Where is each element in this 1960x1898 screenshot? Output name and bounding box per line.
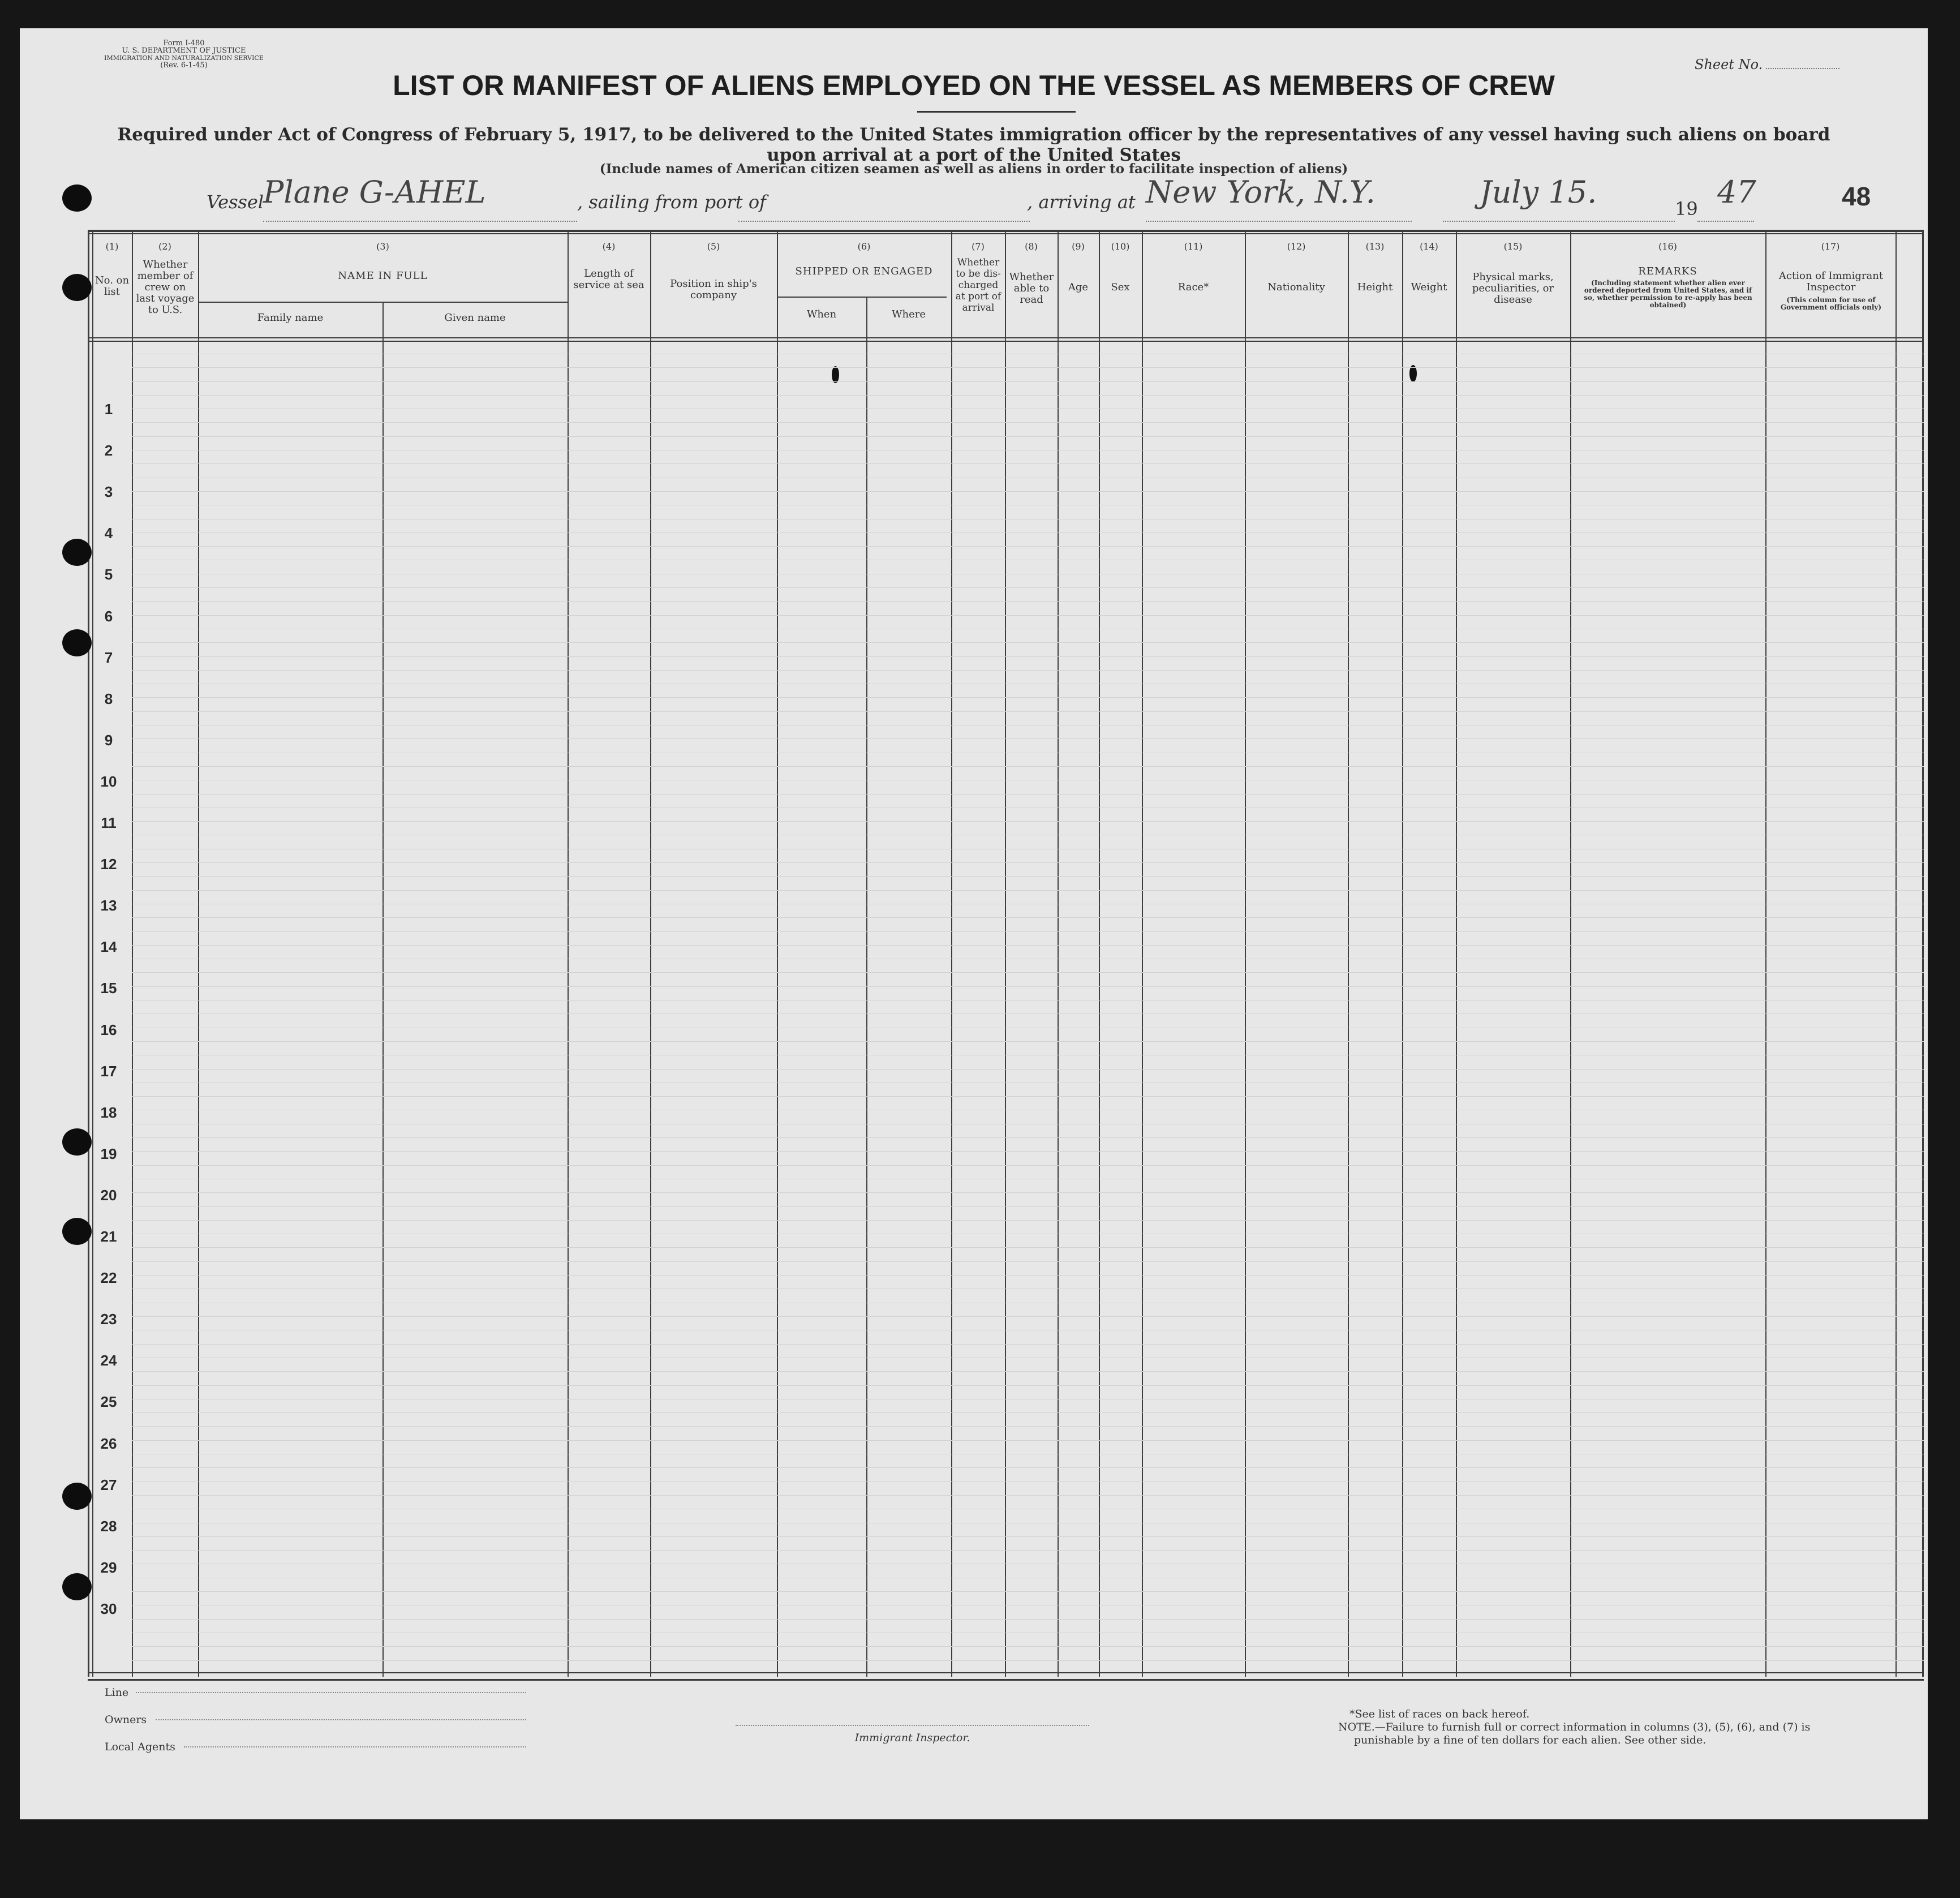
row-number: 14 <box>100 938 117 955</box>
col-num-2: (2) <box>158 241 171 252</box>
col-num-1: (1) <box>105 241 119 252</box>
col-num-9: (9) <box>1072 241 1085 252</box>
col-num-16: (16) <box>1658 241 1677 252</box>
year-handwritten: 47 <box>1717 174 1756 210</box>
shipped-subheader-rule <box>777 297 947 298</box>
ruled-line <box>132 587 1924 588</box>
ruled-line <box>132 972 1924 973</box>
header-able-to-read: Whether able to read <box>1009 271 1054 306</box>
year-dotline <box>1697 220 1754 222</box>
form-identifier <box>99 40 269 69</box>
row-number: 8 <box>104 690 113 707</box>
penalty-note: NOTE.—Failure to furnish full or correct information in columns (3), (5), (6), and (7) is punishable by a fine of ten dollars for each alien. See other side. <box>1338 1721 1811 1746</box>
header-position: Position in ship's company <box>670 278 757 301</box>
row-number: 7 <box>104 649 113 666</box>
col-line-11 <box>1245 230 1246 1677</box>
date-dotline <box>1443 220 1675 222</box>
service-name: IMMIGRATION AND NATURALIZATION SERVICE <box>104 54 264 62</box>
requirement-text: Required under Act of Congress of February 5, 1917, to be delivered to the United States immigration officer by the representatives of any vessel having such aliens on board upon arrival at a port of the United States <box>117 124 1830 165</box>
col-num-7: (7) <box>972 241 985 252</box>
footer-owners-label: Owners <box>105 1714 147 1726</box>
row-number: 13 <box>100 897 117 914</box>
ruled-line <box>132 642 1924 643</box>
ruled-line <box>132 395 1924 396</box>
ruled-line <box>132 1660 1924 1661</box>
ruled-line <box>132 1619 1924 1620</box>
col-num-5: (5) <box>707 241 720 252</box>
year-prefix: 19 <box>1675 198 1698 220</box>
ruled-line <box>132 931 1924 932</box>
col-line-17 <box>1895 230 1897 1677</box>
footer-agents-dotline <box>184 1746 526 1747</box>
ruled-line <box>132 670 1924 671</box>
ruled-line <box>132 1467 1924 1468</box>
row-number: 17 <box>100 1063 117 1080</box>
ruled-line <box>132 1440 1924 1441</box>
ruled-line <box>132 1371 1924 1372</box>
header-race: Race* <box>1177 281 1209 293</box>
ruled-line <box>132 890 1924 891</box>
ruled-line <box>132 1536 1924 1537</box>
row-number: 30 <box>100 1600 117 1617</box>
header-when: When <box>806 308 837 320</box>
arriving-port-handwritten: New York, N.Y. <box>1146 174 1376 210</box>
col-line-8 <box>1058 230 1059 1677</box>
ruled-line <box>132 381 1924 382</box>
col-num-8: (8) <box>1025 241 1038 252</box>
footer-line-dotline <box>136 1692 526 1693</box>
footer-notes <box>1338 1708 1852 1747</box>
row-number: 25 <box>100 1393 117 1410</box>
inspector-signature-line <box>736 1725 1089 1726</box>
row-number: 26 <box>100 1435 117 1452</box>
header-length-of-service: Length of service at sea <box>573 268 644 291</box>
col-num-12: (12) <box>1287 241 1306 252</box>
row-number: 3 <box>104 483 113 500</box>
ruled-line <box>132 1261 1924 1262</box>
col-line-13 <box>1402 230 1403 1677</box>
ruled-line <box>132 1151 1924 1152</box>
header-inspector-action: Action of Immigrant Inspector <box>1778 270 1884 293</box>
ruled-line <box>132 1096 1924 1097</box>
arrival-date-handwritten: July 15. <box>1480 174 1597 210</box>
row-number: 11 <box>101 814 117 831</box>
col-num-6: (6) <box>857 241 871 252</box>
ruled-line <box>132 422 1924 423</box>
ruled-line <box>132 436 1924 437</box>
form-number: Form I-480 <box>163 39 205 48</box>
row-number: 15 <box>100 980 117 997</box>
ruled-line <box>132 656 1924 657</box>
row-number: 20 <box>100 1187 117 1204</box>
vessel-label: Vessel <box>207 191 264 213</box>
ruled-line <box>132 463 1924 464</box>
ruled-line <box>132 1344 1924 1345</box>
col-line-6a <box>866 297 867 1677</box>
title-underline <box>917 111 1076 113</box>
ruled-line <box>132 738 1924 739</box>
header-name-in-full: NAME IN FULL <box>338 270 428 282</box>
row-number: 16 <box>100 1021 117 1038</box>
row-number: 6 <box>104 608 113 625</box>
row-number: 2 <box>104 442 113 459</box>
col-num-10: (10) <box>1111 241 1130 252</box>
ruled-line <box>132 1137 1924 1138</box>
ruled-line <box>132 1646 1924 1647</box>
row-number: 28 <box>100 1518 117 1535</box>
manifest-sheet <box>20 28 1928 1819</box>
punch-hole <box>62 1128 92 1156</box>
col-num-11: (11) <box>1184 241 1203 252</box>
header-discharged: Whether to be dis-charged at port of arrival <box>955 257 1002 314</box>
ruled-line <box>132 821 1924 822</box>
col-line-5 <box>777 230 778 1677</box>
race-note: *See list of races on back hereof. <box>1349 1708 1530 1720</box>
col-line-3a <box>382 302 384 1677</box>
col-line-15 <box>1570 230 1571 1677</box>
punch-hole <box>62 1483 92 1510</box>
row-number: 21 <box>100 1228 117 1245</box>
sheet-number-label: Sheet No. <box>1695 57 1763 72</box>
footer-inspector-label: Immigrant Inspector. <box>854 1732 970 1744</box>
col-line-14 <box>1456 230 1457 1677</box>
header-where: Where <box>891 308 926 320</box>
ruled-line <box>132 1069 1924 1070</box>
header-nationality: Nationality <box>1267 281 1325 293</box>
header-physical-marks: Physical marks, peculiarities, or disease <box>1472 271 1554 306</box>
col-line-12 <box>1348 230 1349 1677</box>
ink-blot-when <box>832 366 839 383</box>
row-number: 5 <box>104 566 113 583</box>
footer-owners-dotline <box>156 1719 526 1720</box>
sailing-label: , sailing from port of <box>577 191 766 213</box>
ruled-line <box>132 945 1924 946</box>
ruled-line <box>132 917 1924 918</box>
arriving-label: , arriving at <box>1027 191 1136 213</box>
ruled-line <box>132 1426 1924 1427</box>
ruled-line <box>132 1385 1924 1386</box>
punch-hole <box>62 539 92 566</box>
row-number: 9 <box>104 732 113 749</box>
ruled-line <box>132 491 1924 492</box>
col-num-3: (3) <box>376 241 389 252</box>
row-number: 10 <box>100 773 117 790</box>
punch-hole <box>62 1573 92 1600</box>
row-number: 23 <box>100 1311 117 1328</box>
ruled-line <box>132 1591 1924 1592</box>
include-note: (Include names of American citizen seamen as well as aliens in order to facilitate inspection of aliens) <box>599 161 1348 177</box>
col-num-17: (17) <box>1821 241 1840 252</box>
ruled-line <box>132 367 1924 368</box>
ruled-line <box>132 862 1924 863</box>
punch-hole <box>62 629 92 656</box>
department-name: U. S. DEPARTMENT OF JUSTICE <box>122 46 246 55</box>
header-family-name: Family name <box>257 312 324 324</box>
ruled-line <box>132 697 1924 698</box>
col-line-18 <box>1922 230 1924 1677</box>
ruled-line <box>132 1316 1924 1317</box>
ruled-line <box>132 711 1924 712</box>
ruled-line <box>132 615 1924 616</box>
header-crew-last-voyage: Whether member of crew on last voyage to U.S. <box>136 259 195 316</box>
header-remarks-note: (Including statement whether alien ever ordered deported from United States, and if so, whether permission to re-apply has been obtained) <box>1584 279 1752 309</box>
ruled-line <box>132 1275 1924 1276</box>
col-line-16 <box>1765 230 1766 1677</box>
header-height: Height <box>1357 281 1393 293</box>
sailing-dotline <box>738 220 1030 222</box>
ruled-line <box>132 766 1924 767</box>
col-num-13: (13) <box>1365 241 1385 252</box>
header-age: Age <box>1068 281 1089 293</box>
ruled-line <box>132 1041 1924 1042</box>
header-inspector-note: (This column for use of Government officials only) <box>1780 296 1882 311</box>
header-no-on-list: No. on list <box>94 274 130 298</box>
ruled-line <box>132 876 1924 877</box>
header-remarks: REMARKS <box>1638 265 1697 277</box>
stamp-number: 48 <box>1842 182 1871 211</box>
col-num-14: (14) <box>1420 241 1438 252</box>
ruled-line <box>132 1220 1924 1221</box>
row-number: 24 <box>100 1352 117 1369</box>
row-number: 4 <box>104 525 113 542</box>
ruled-line <box>132 1412 1924 1413</box>
form-title: LIST OR MANIFEST OF ALIENS EMPLOYED ON THE VESSEL AS MEMBERS OF CREW <box>393 70 1555 101</box>
punch-hole <box>62 184 92 212</box>
col-line-4 <box>650 230 651 1677</box>
punch-hole <box>62 1218 92 1245</box>
row-number: 27 <box>100 1476 117 1493</box>
col-line-2 <box>198 230 199 1677</box>
row-number: 12 <box>100 856 117 873</box>
footer-agents-label: Local Agents <box>105 1741 175 1753</box>
col-line-6 <box>951 230 952 1677</box>
col-line-7 <box>1005 230 1006 1677</box>
ruled-line <box>132 546 1924 547</box>
ruled-line <box>132 1495 1924 1496</box>
header-given-name: Given name <box>444 312 506 324</box>
row-number: 29 <box>100 1559 117 1576</box>
col-line-3 <box>568 230 569 1677</box>
col-num-15: (15) <box>1503 241 1523 252</box>
row-number: 18 <box>100 1104 117 1121</box>
vessel-dotline <box>263 220 577 222</box>
col-line-1 <box>132 230 133 1677</box>
row-number: 19 <box>100 1145 117 1162</box>
vessel-name-handwritten: Plane G-AHEL <box>263 174 486 210</box>
ruled-line <box>132 1206 1924 1207</box>
col-line-10 <box>1142 230 1143 1677</box>
header-shipped-engaged: SHIPPED OR ENGAGED <box>795 265 933 277</box>
row-number: 22 <box>100 1269 117 1286</box>
row-number: 1 <box>104 401 113 418</box>
header-sex: Sex <box>1111 281 1130 293</box>
punch-hole <box>62 274 92 301</box>
ruled-line <box>132 1192 1924 1193</box>
arriving-dotline <box>1146 220 1412 222</box>
ruled-line <box>132 794 1924 795</box>
col-num-4: (4) <box>602 241 616 252</box>
ruled-line <box>132 1165 1924 1166</box>
ruled-line <box>132 1247 1924 1248</box>
ruled-line <box>132 986 1924 987</box>
ruled-line <box>132 601 1924 602</box>
footer-line-label: Line <box>105 1686 129 1699</box>
header-weight: Weight <box>1411 281 1447 293</box>
col-line-9 <box>1099 230 1100 1677</box>
form-revision: (Rev. 6-1-45) <box>160 61 208 70</box>
ruled-line <box>132 1550 1924 1551</box>
